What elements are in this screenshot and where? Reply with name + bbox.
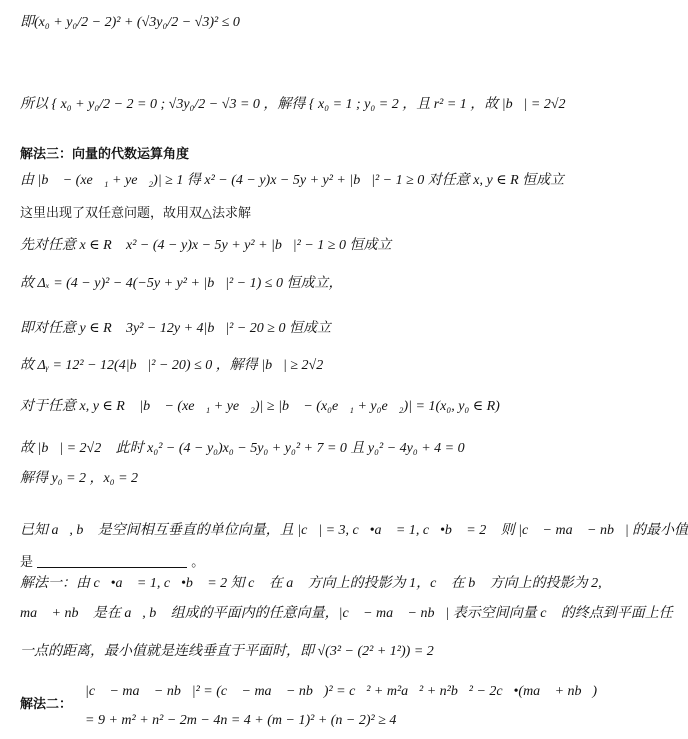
system-solution-line: 所以 { x₀ + y₀/2 − 2 = 0 ; √3y₀/2 − √3 = 0 ，解得 { x₀ = 1 ; y₀ = 2 ，且 r² = 1 ，故 |b⃗| = 2√2 [20,97,566,112]
method-two-expansion: |c⃗ − ma⃗ − nb⃗|² = (c⃗ − ma⃗ − nb⃗)² = c⃗² + m²a⃗² + n²b⃗² − 2c⃗•(ma⃗ + nb⃗) [85,684,598,699]
method-three-heading: 解法三：向量的代数运算角度 [20,146,190,161]
answer-suffix: 。 [191,555,205,570]
explanation-line: 这里出现了双任意问题，故用双△法求解 [20,206,251,221]
answer-blank-line [20,553,204,572]
answer-prefix: 是 [20,555,34,570]
second-quantifier-line: 即对任意 y ∈ R ，3y² − 12y + 4|b⃗|² − 20 ≥ 0 恒成立 [20,321,331,336]
equation-line-1: 即(x₀ + y₀/2 − 2)² + (√3y₀/2 − √3)² ≤ 0 [20,15,240,30]
method-two-result: = 9 + m² + n² − 2m − 4n = 4 + (m − 1)² + (n − 2)² ≥ 4 [85,713,397,728]
conclusion-line: 故 |b⃗| = 2√2 ，此时 x₀² − (4 − y₀)x₀ − 5y₀ + y₀² + 7 = 0 且 y₀² − 4y₀ + 4 = 0 [20,441,465,456]
answer-blank [37,553,187,568]
first-quantifier-line: 先对任意 x ∈ R ，x² − (4 − y)x − 5y + y² + |b⃗|² − 1 ≥ 0 恒成立 [20,238,392,253]
method-one-line: 解法一：由 c⃗•a⃗ = 1, c⃗•b⃗ = 2 知 c⃗ 在 a⃗ 方向上的投影为 1，c⃗ 在 b⃗ 方向上的投影为 2, [20,576,602,591]
arbitrary-xy-line: 对于任意 x, y ∈ R ，|b⃗ − (xe⃗₁ + ye⃗₂)| ≥ |b⃗ − (x₀e⃗₁ + y₀e⃗₂)| = 1(x₀, y₀ ∈ R) ， [20,399,515,414]
distance-line: 一点的距离，最小值就是连线垂直于平面时，即 √(3² − (2² + 1²)) = 2 [20,644,434,659]
solve-line: 解得 y₀ = 2 ，x₀ = 2 [20,471,139,486]
method-two-heading: 解法二： [20,696,73,711]
discriminant-y-line: 故 Δᵧ = 12² − 12(4|b⃗|² − 20) ≤ 0 ，解得 |b⃗| ≥ 2√2 [20,358,324,373]
problem-statement: 已知 a⃗, b⃗ 是空间相互垂直的单位向量，且 |c⃗| = 3, c⃗•a⃗ = 1, c⃗•b⃗ = 2 ，则 |c⃗ − ma⃗ − nb⃗| 的最小值 [20,523,688,538]
discriminant-x-line: 故 Δₓ = (4 − y)² − 4(−5y + y² + |b⃗|² − 1) ≤ 0 恒成立， [20,276,343,291]
plane-explanation-line: ma⃗ + nb⃗ 是在 a⃗, b⃗ 组成的平面内的任意向量，|c⃗ − ma⃗ − nb⃗| 表示空间向量 c⃗ 的终点到平面上任 [20,606,673,621]
inequality-line: 由 |b⃗ − (xe⃗₁ + ye⃗₂)| ≥ 1 得 x² − (4 − y)x − 5y + y² + |b⃗|² − 1 ≥ 0 对任意 x, y ∈ R 恒成立 [20,173,565,188]
